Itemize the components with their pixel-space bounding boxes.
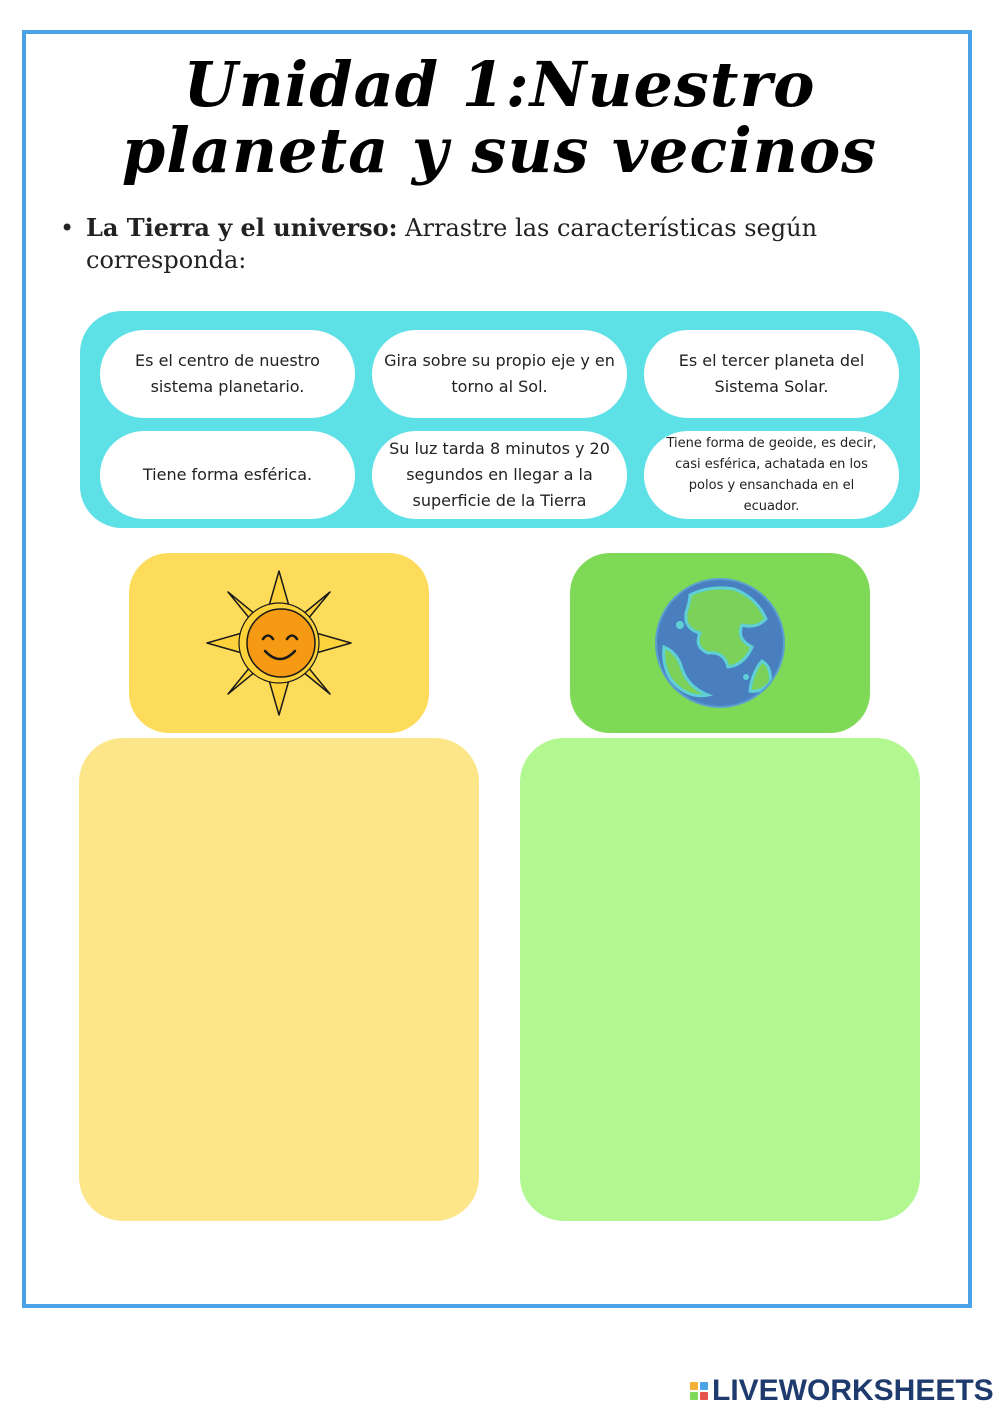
- drag-card-4[interactable]: Tiene forma esférica.: [100, 431, 355, 519]
- instruction-text: [86, 212, 900, 276]
- earth-header: [570, 553, 870, 733]
- logo-mark-icon: [690, 1382, 708, 1400]
- drag-card-6[interactable]: Tiene forma de geoide, es decir, casi esférica, achatada en los polos y ensanchada en el ecuador.: [644, 431, 899, 519]
- earth-drop-zone[interactable]: [520, 738, 920, 1221]
- drag-card-5[interactable]: Su luz tarda 8 minutos y 20 segundos en llegar a la superficie de la Tierra: [372, 431, 627, 519]
- sun-header: [129, 553, 429, 733]
- instruction-heading: La Tierra y el universo:: [86, 213, 398, 242]
- sun-icon: [199, 563, 359, 723]
- liveworksheets-logo: [690, 1374, 994, 1408]
- page-title: [0, 48, 999, 187]
- drag-card-1[interactable]: Es el centro de nuestro sistema planetario.: [100, 330, 355, 418]
- bullet-icon: •: [60, 214, 75, 242]
- answer-bank: [80, 311, 920, 528]
- instruction-body: Arrastre las características según corresponda:: [86, 214, 818, 274]
- title-line-1: Unidad 1:Nuestro: [183, 48, 816, 121]
- drag-card-3[interactable]: Es el tercer planeta del Sistema Solar.: [644, 330, 899, 418]
- logo-text: LIVEWORKSHEETS: [712, 1374, 994, 1407]
- sun-drop-zone[interactable]: [79, 738, 479, 1221]
- earth-icon: [650, 573, 790, 713]
- title-line-2: planeta y sus vecinos: [121, 114, 878, 187]
- instruction: [60, 212, 900, 276]
- drag-card-2[interactable]: Gira sobre su propio eje y en torno al Sol.: [372, 330, 627, 418]
